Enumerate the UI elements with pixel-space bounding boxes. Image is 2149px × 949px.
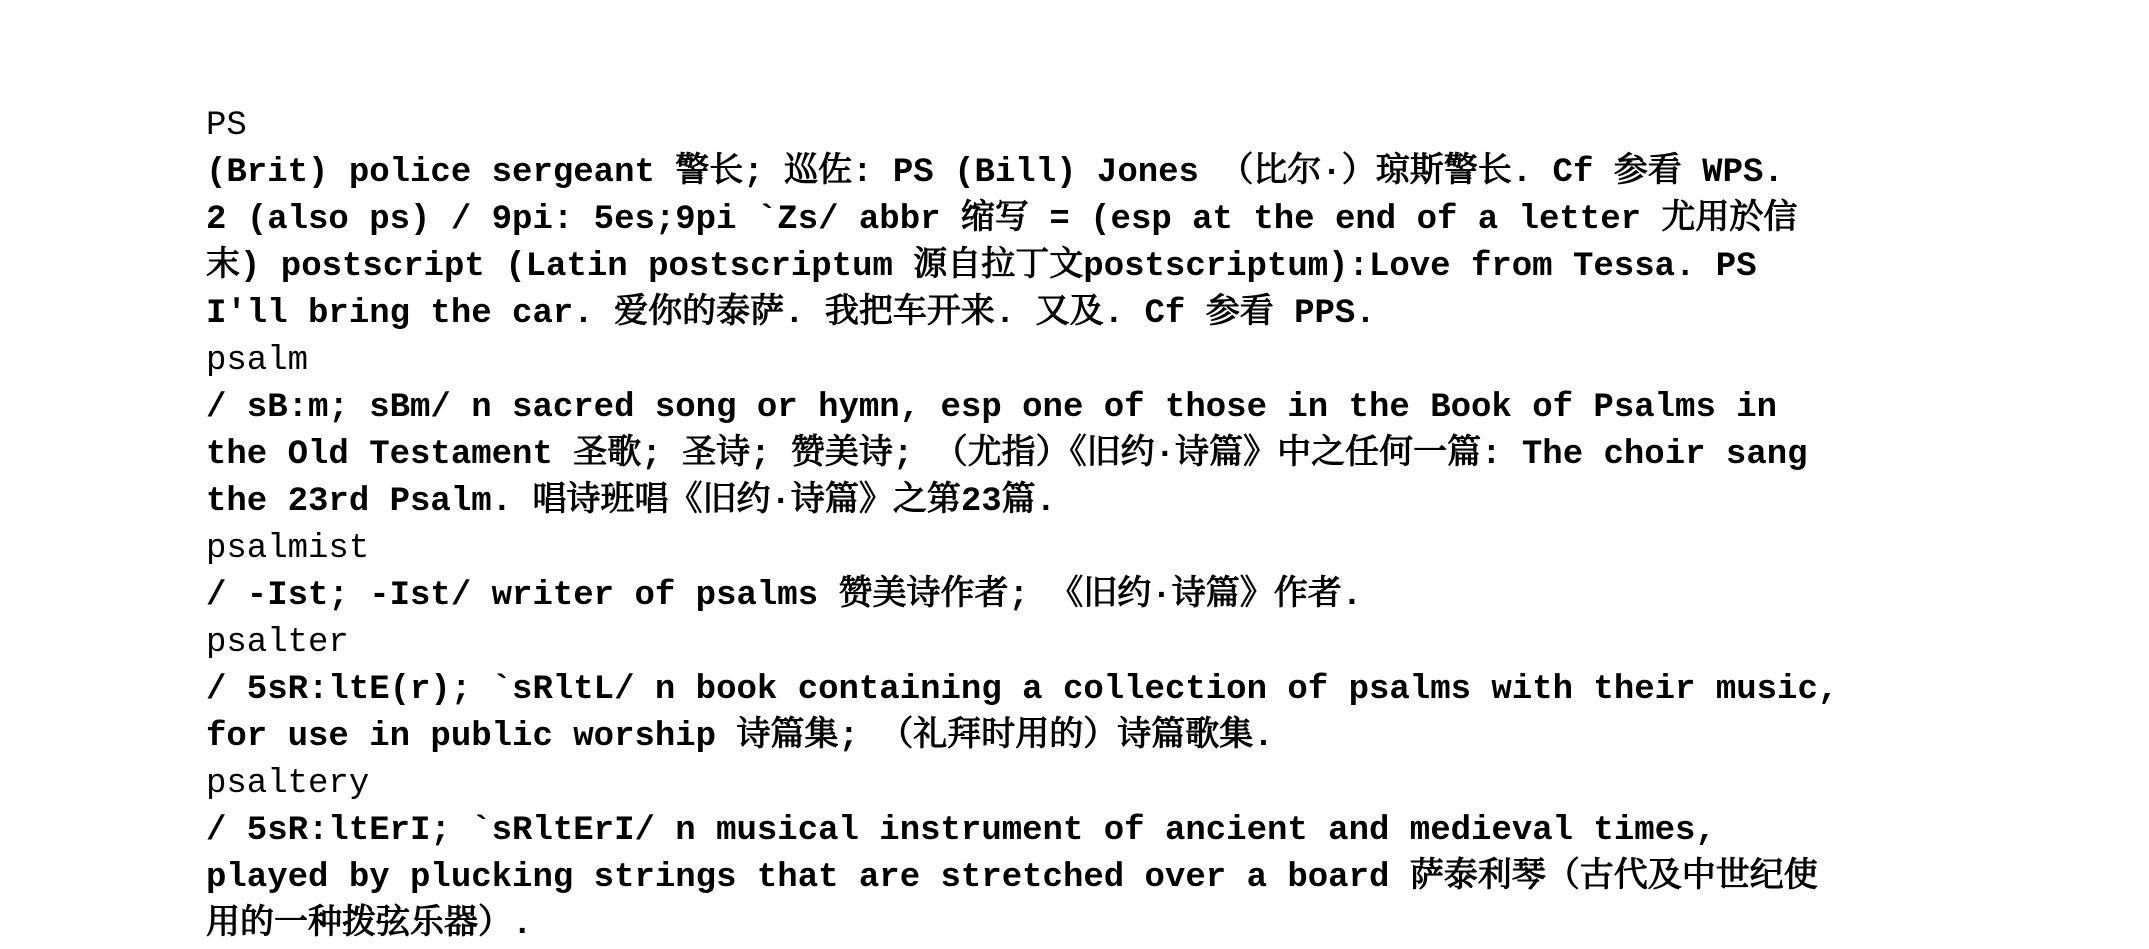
definition-line: / 5sR:ltE(r); `sRltL/ n book containing a collection of psalms with their music, xyxy=(206,671,1839,709)
definition-line: / -Ist; -Ist/ writer of psalms 赞美诗作者; 《旧约·诗篇》作者. xyxy=(206,577,1363,615)
headword-psalm: psalm xyxy=(206,342,309,380)
definition-line: 末) postscript (Latin postscriptum 源自拉丁文postscriptum):Love from Tessa. PS xyxy=(206,248,1757,286)
dictionary-entries xyxy=(206,103,1986,949)
headword-psalmist: psalmist xyxy=(206,530,370,568)
definition-line: 2 (also ps) / 9pi: 5es;9pi `Zs/ abbr 缩写 = (esp at the end of a letter 尤用於信 xyxy=(206,201,1798,239)
definition-line: the Old Testament 圣歌; 圣诗; 赞美诗; （尤指）《旧约·诗篇》中之任何一篇: The choir sang xyxy=(206,436,1808,474)
definition-line: for use in public worship 诗篇集; （礼拜时用的）诗篇歌集. xyxy=(206,718,1274,756)
definition-line: played by plucking strings that are stretched over a board 萨泰利琴（古代及中世纪使 xyxy=(206,859,1818,897)
headword-ps: PS xyxy=(206,107,247,145)
definition-line: / sB:m; sBm/ n sacred song or hymn, esp one of those in the Book of Psalms in xyxy=(206,389,1778,427)
headword-psaltery: psaltery xyxy=(206,765,370,803)
definition-line: I'll bring the car. 爱你的泰萨. 我把车开来. 又及. Cf 参看 PPS. xyxy=(206,295,1376,333)
definition-line: 用的一种拨弦乐器）. xyxy=(206,906,533,944)
definition-line: (Brit) police sergeant 警长; 巡佐: PS (Bill) Jones （比尔·）琼斯警长. Cf 参看 WPS. xyxy=(206,154,1784,192)
headword-psalter: psalter xyxy=(206,624,349,662)
definition-line: / 5sR:ltErI; `sRltErI/ n musical instrument of ancient and medieval times, xyxy=(206,812,1716,850)
definition-line: the 23rd Psalm. 唱诗班唱《旧约·诗篇》之第23篇. xyxy=(206,483,1057,521)
